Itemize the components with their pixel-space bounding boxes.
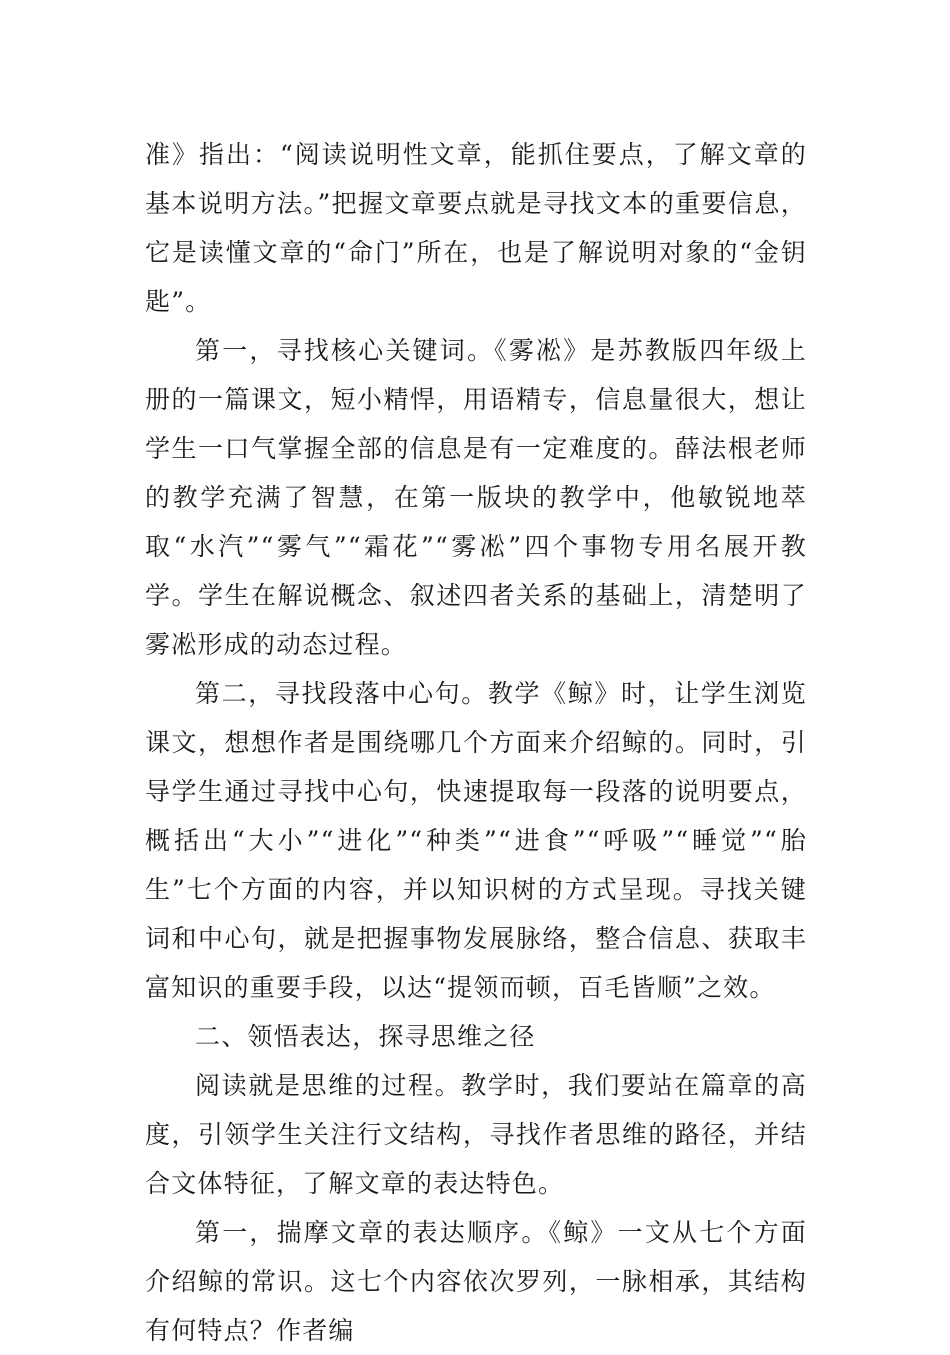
paragraph-2: 第一，寻找核心关键词。《雾凇》是苏教版四年级上册的一篇课文，短小精悍，用语精专，信息量很大，想让学生一口气掌握全部的信息是有一定难度的。薛法根老师的教学充满了智慧，在第一版块的教学中，他敏锐地萃取“水汽”“雾气”“霜花”“雾凇”四个事物专用名展开教学。学生在解说概念、叙述四者关系的基础上，清楚明了雾凇形成的动态过程。: [145, 336, 807, 659]
paragraph-1: 准》指出：“阅读说明性文章，能抓住要点，了解文章的基本说明方法。”把握文章要点就是寻找文本的重要信息，它是读懂文章的“命门”所在，也是了解说明对象的“金钥匙”。: [145, 140, 807, 316]
paragraph-5: 第一，揣摩文章的表达顺序。《鲸》一文从七个方面介绍鲸的常识。这七个内容依次罗列，一脉相承，其结构有何特点？作者编: [145, 1218, 807, 1345]
document-body: [145, 130, 807, 1355]
paragraph-4: 阅读就是思维的过程。教学时，我们要站在篇章的高度，引领学生关注行文结构，寻找作者思维的路径，并结合文体特征，了解文章的表达特色。: [145, 1071, 807, 1198]
section-heading: 二、领悟表达，探寻思维之径: [195, 1022, 536, 1051]
paragraph-3: 第二，寻找段落中心句。教学《鲸》时，让学生浏览课文，想想作者是围绕哪几个方面来介绍鲸的。同时，引导学生通过寻找中心句，快速提取每一段落的说明要点，概括出“大小”“进化”“种类”“进食”“呼吸”“睡觉”“胎生”七个方面的内容，并以知识树的方式呈现。寻找关键词和中心句，就是把握事物发展脉络，整合信息、获取丰富知识的重要手段，以达“提领而顿，百毛皆顺”之效。: [145, 679, 807, 1002]
